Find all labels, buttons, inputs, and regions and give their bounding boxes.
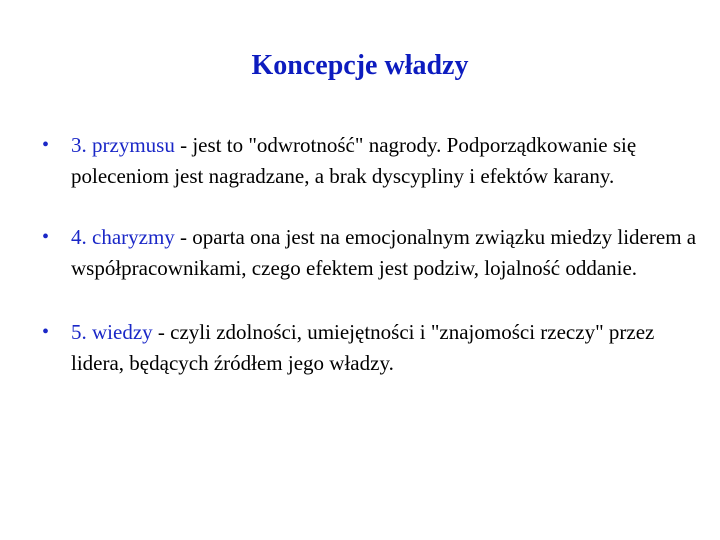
bullet-item <box>42 130 702 192</box>
bullet-term: 3. przymusu <box>71 133 175 157</box>
bullet-item <box>42 222 702 284</box>
bullet-list <box>42 130 702 379</box>
bullet-text: - oparta ona jest na emocjonalnym związku miedzy liderem a współpracownikami, czego efektem jest podziw, lojalność oddanie. <box>71 225 697 280</box>
bullet-term: 5. wiedzy <box>71 320 153 344</box>
bullet-text: - jest to "odwrotność" nagrody. Podporządkowanie się poleceniom jest nagradzane, a brak dyscypliny i efektów karany. <box>71 133 637 188</box>
bullet-icon: • <box>42 226 50 248</box>
bullet-icon: • <box>42 134 50 156</box>
slide-title: Koncepcje władzy <box>251 50 469 81</box>
bullet-term: 4. charyzmy <box>71 225 175 249</box>
bullet-text: - czyli zdolności, umiejętności i "znajomości rzeczy" przez lidera, będących źródłem jego władzy. <box>71 320 655 375</box>
bullet-icon: • <box>42 321 50 343</box>
bullet-item <box>42 317 702 379</box>
